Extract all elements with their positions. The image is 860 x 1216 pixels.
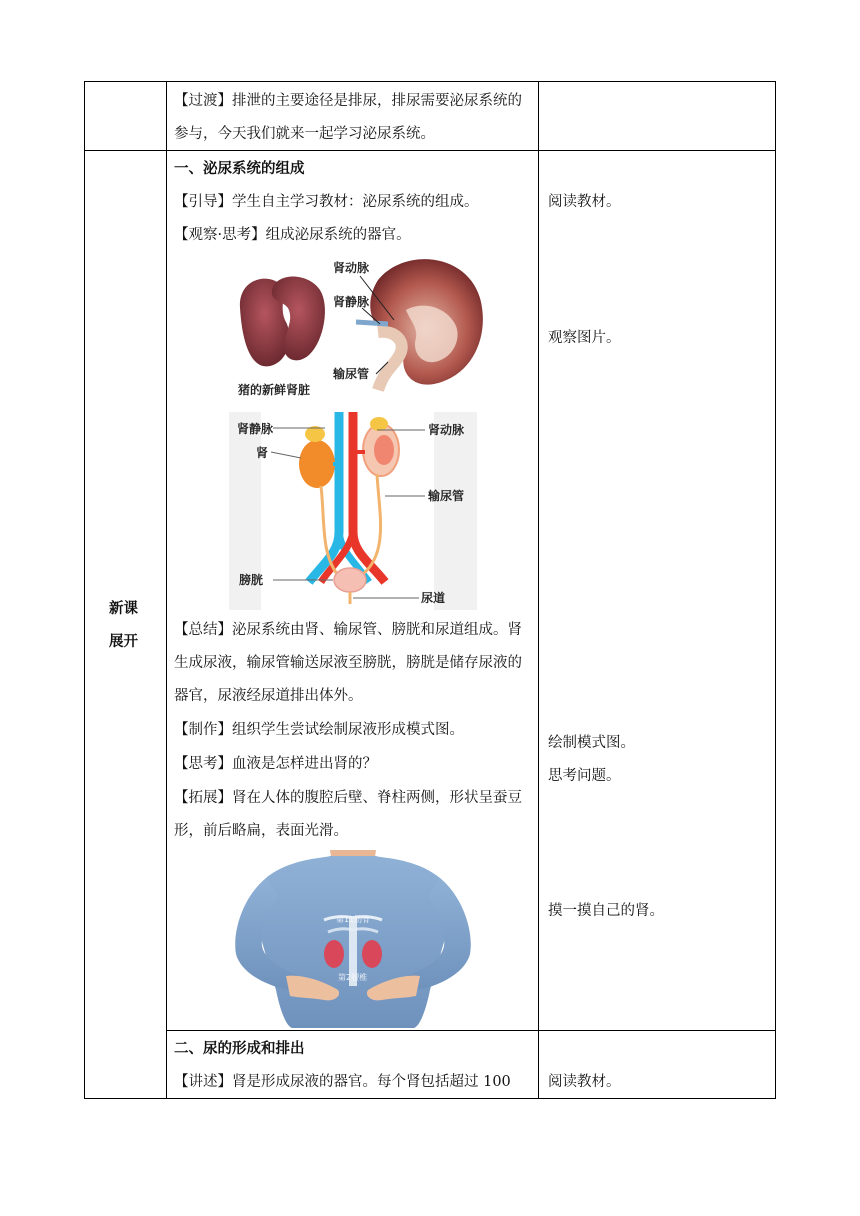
student-read-2: 阅读教材。 [548, 1074, 621, 1090]
transition-line-1: 【过渡】排泄的主要途径是排尿，排尿需要泌尿系统的 [174, 93, 522, 109]
label-renal-vein: 肾静脉 [333, 295, 370, 309]
label-urethra: 尿道 [421, 591, 446, 605]
student-touch: 摸一摸自己的肾。 [548, 903, 664, 919]
column-divider-2 [538, 81, 539, 1099]
label-ureter-2: 输尿管 [428, 489, 465, 503]
stage-label-line-2: 展开 [109, 634, 138, 650]
stage-label-line-1: 新课 [109, 601, 138, 617]
section-title-1: 一、泌尿系统的组成 [174, 161, 305, 177]
observe-text: 【观察·思考】组成泌尿系统的器官。 [174, 227, 411, 243]
lecture-line-1: 【讲述】肾是形成尿液的器官。每个肾包括超过 100 [174, 1074, 511, 1090]
student-draw: 绘制模式图。 [548, 735, 635, 751]
student-think: 思考问题。 [548, 768, 621, 784]
label-renal-artery-2: 肾动脉 [428, 423, 465, 437]
column-divider-1 [166, 81, 167, 1099]
extend-line-1: 【拓展】肾在人体的腹腔后壁、脊柱两侧，形状呈蚕豆 [174, 790, 522, 806]
pig-kidney-figure [228, 250, 488, 398]
think-text: 【思考】血液是怎样进出肾的？ [174, 756, 377, 772]
label-ureter: 输尿管 [333, 367, 370, 381]
guide-text: 【引导】学生自主学习教材：泌尿系统的组成。 [174, 194, 479, 210]
bladder-shape [334, 568, 366, 592]
label-renal-vein-2: 肾静脉 [237, 422, 274, 436]
section-title-2: 二、尿的形成和排出 [174, 1041, 305, 1057]
urinary-system-figure [229, 412, 477, 610]
back-left-kidney-shape [324, 940, 344, 968]
summary-line-2: 生成尿液，输尿管输送尿液至膀胱，膀胱是储存尿液的 [174, 655, 522, 671]
extend-line-2: 形，前后略扁，表面光滑。 [174, 823, 348, 839]
back-kidney-figure [230, 850, 476, 1028]
label-eleventh-rib: 第11肋骨 [336, 915, 371, 924]
student-look: 观察图片。 [548, 330, 621, 346]
caption-pig-kidney: 猪的新鲜肾脏 [238, 383, 311, 397]
left-kidney-shape [299, 440, 335, 488]
transition-line-2: 参与，今天我们就来一起学习泌尿系统。 [174, 126, 435, 142]
renal-vessel-shape [378, 332, 402, 390]
row-divider-2 [166, 1030, 776, 1031]
back-right-kidney-shape [362, 940, 382, 968]
label-renal-artery: 肾动脉 [333, 261, 370, 275]
label-second-lumbar: 第2腰椎 [338, 973, 368, 982]
make-text: 【制作】组织学生尝试绘制尿液形成模式图。 [174, 722, 464, 738]
row-divider-1 [84, 150, 776, 151]
summary-line-1: 【总结】泌尿系统由肾、输尿管、膀胱和尿道组成。肾 [174, 622, 522, 638]
student-read: 阅读教材。 [548, 194, 621, 210]
label-kidney: 肾 [256, 446, 269, 460]
summary-line-3: 器官，尿液经尿道排出体外。 [174, 688, 363, 704]
label-bladder: 膀胱 [239, 573, 264, 587]
